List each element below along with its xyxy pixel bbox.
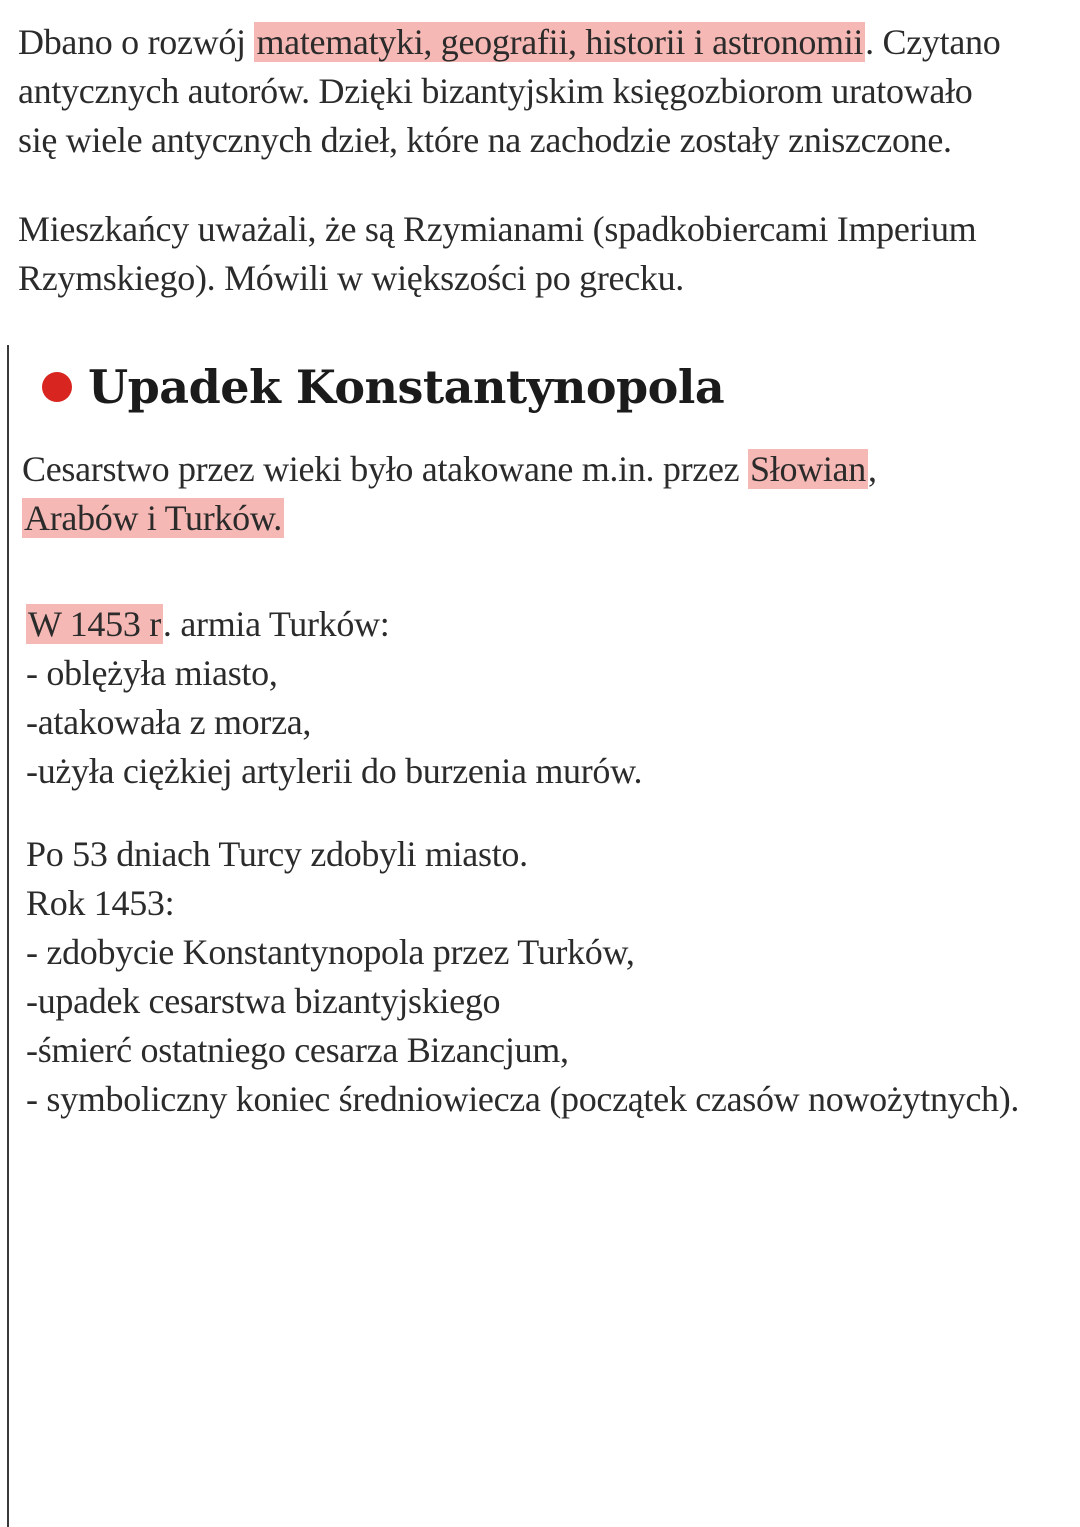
list-item: -użyła ciężkiej artylerii do burzenia murów. — [26, 751, 643, 791]
text-fragment: Dbano o rozwój — [18, 22, 255, 62]
highlighted-text: matematyki, geografii, historii i astronomii — [256, 22, 864, 62]
section-heading — [42, 357, 724, 417]
siege-paragraph — [26, 600, 642, 796]
text-line: Mieszkańcy uważali, że są Rzymianami (spadkobiercami Imperium — [18, 209, 977, 249]
text-line — [26, 600, 642, 649]
highlighted-text: Słowian — [750, 449, 866, 489]
list-item: - symboliczny koniec średniowiecza (początek czasów nowożytnych). — [26, 1079, 1020, 1119]
text-line — [22, 494, 877, 543]
text-line — [18, 18, 1000, 67]
text-fragment: . armia Turków: — [162, 604, 390, 644]
list-item: - oblężyła miasto, — [26, 653, 278, 693]
result-paragraph — [26, 830, 1019, 1124]
section-title: Upadek Konstantynopola — [88, 360, 725, 414]
text-fragment: . Czytano — [865, 22, 1001, 62]
list-item: -śmierć ostatniego cesarza Bizancjum, — [26, 1030, 569, 1070]
text-line: się wiele antycznych dzieł, które na zachodzie zostały zniszczone. — [18, 120, 952, 160]
list-item: -upadek cesarstwa bizantyjskiego — [26, 981, 501, 1021]
attack-paragraph — [22, 445, 877, 543]
text-line: Po 53 dniach Turcy zdobyli miasto. — [26, 834, 528, 874]
list-item: -atakowała z morza, — [26, 702, 312, 742]
red-bullet-icon — [42, 372, 72, 402]
highlighted-text: Arabów i Turków. — [24, 498, 282, 538]
list-item: - zdobycie Konstantynopola przez Turków, — [26, 932, 635, 972]
page-left-border — [7, 345, 9, 1527]
text-fragment: Cesarstwo przez wieki było atakowane m.in. przez — [22, 449, 749, 489]
text-line: Rzymskiego). Mówili w większości po grecku. — [18, 258, 684, 298]
intro-paragraph-2 — [18, 205, 976, 303]
intro-paragraph-1 — [18, 18, 1000, 165]
text-line: antycznych autorów. Dzięki bizantyjskim księgozbiorom uratowało — [18, 71, 973, 111]
text-line — [22, 445, 877, 494]
highlighted-text: W 1453 r — [28, 604, 161, 644]
text-line: Rok 1453: — [26, 883, 175, 923]
text-fragment: , — [867, 449, 877, 489]
